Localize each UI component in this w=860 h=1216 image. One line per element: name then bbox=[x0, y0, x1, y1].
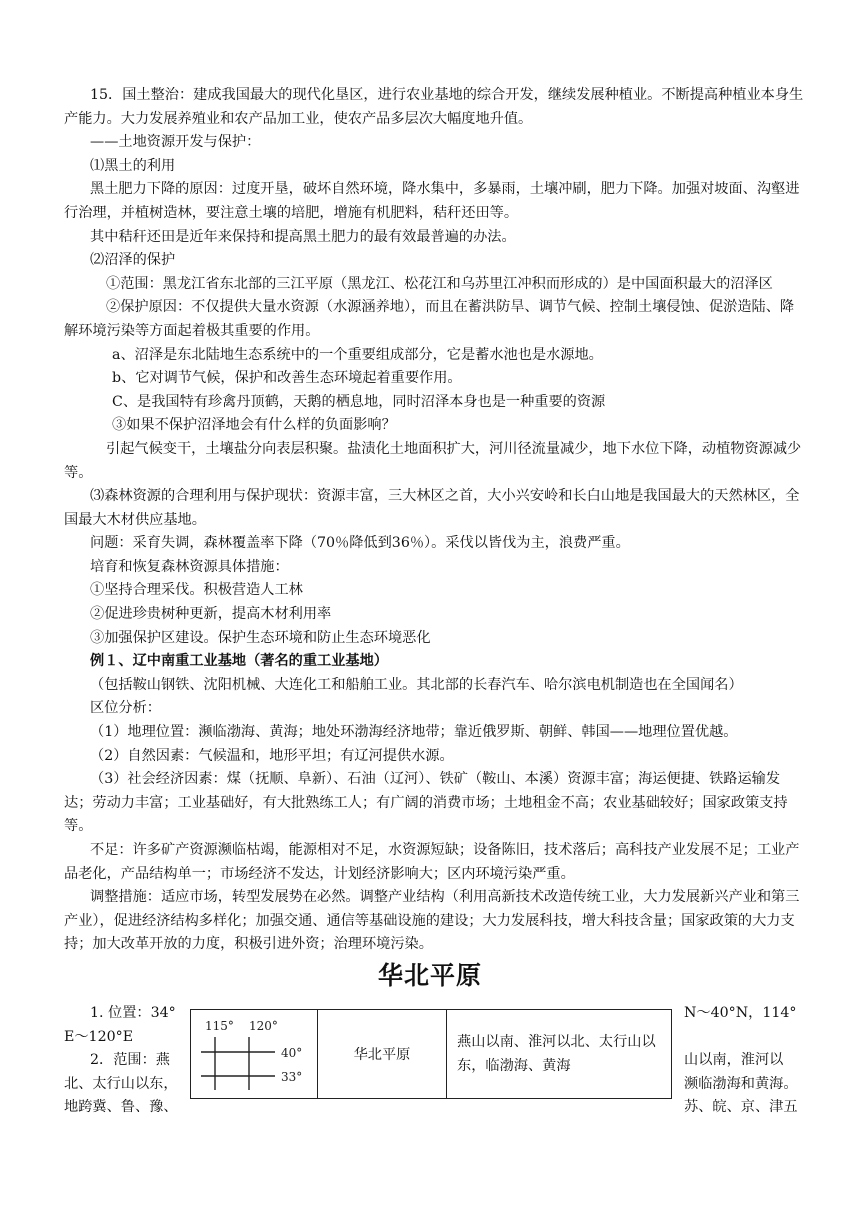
question-swamp-impact: ③如果不保护沼泽地会有什么样的负面影响？ bbox=[112, 417, 396, 434]
paragraph-forest-status: ⑶森林资源的合理利用与保护现状：资源丰富，三大林区之首，大小兴安岭和长白山地是我国最大的天然林区，全国最大木材供应基地。 bbox=[64, 488, 800, 528]
paragraph-swamp-reasons: ②保护原因：不仅提供大量水资源（水源涵养地），而且在蓄洪防旱、调节气候、控制土壤侵蚀、促淤造陆、降解环境污染等方面起着极其重要的作用。 bbox=[64, 299, 795, 339]
table-row bbox=[191, 1010, 672, 1099]
latitude-label-33: 33° bbox=[281, 1070, 303, 1084]
heading-black-soil: ⑴黑土的利用 bbox=[90, 157, 176, 174]
paragraph-adjustments: 调整措施：适应市场，转型发展势在必然。调整产业结构（利用高新技术改造传统工业，大力发展新兴产业和第三产业），促进经济结构多样化；加强交通、通信等基础设施的建设；大力发展科技，增大科技含量；国家政策的大力支持；加大改革开放的力度，积极引进外资；治理环境污染。 bbox=[64, 889, 800, 953]
list-item-measure-2: ②促进珍贵树种更新，提高木材利用率 bbox=[90, 606, 332, 623]
list-item-socioeconomic-factors: （3）社会经济因素：煤（抚顺、阜新）、石油（辽河）、铁矿（鞍山、本溪）资源丰富；海运便捷、铁路运输发达；劳动力丰富；工业基础好，有大批熟练工人；有广阔的消费市场；土地租金不高；农业基础较好；国家政策支持等。 bbox=[64, 771, 788, 835]
right-line-5: 苏、皖、京、津五 bbox=[684, 1099, 798, 1116]
left-line-5: 地跨冀、鲁、豫、 bbox=[64, 1099, 178, 1116]
left-line-2: E～120°E bbox=[64, 1028, 134, 1045]
left-line-1: 1. 位置：34° bbox=[90, 1005, 176, 1021]
list-item-measure-1: ①坚持合理采伐。积极营造人工林 bbox=[90, 582, 303, 599]
paragraph-black-soil-causes: 黑土肥力下降的原因：过度开垦，破坏自然环境，降水集中，多暴雨，土壤冲刷，肥力下降。加强对坡面、沟壑进行治理，并植树造林，要注意土壤的培肥，增施有机肥料，秸秆还田等。 bbox=[64, 181, 800, 221]
region-name-cell: 华北平原 bbox=[318, 1010, 447, 1099]
longitude-label-115: 115° bbox=[205, 1019, 234, 1033]
list-item-natural-factors: （2）自然因素：气候温和，地形平坦；有辽河提供水源。 bbox=[90, 747, 454, 764]
paragraph-location-analysis: 区位分析： bbox=[90, 700, 161, 717]
list-item-measure-3: ③加强保护区建设。保护生态环境和防止生态环境恶化 bbox=[90, 629, 431, 646]
paragraph-forest-measures-heading: 培育和恢复森林资源具体措施： bbox=[90, 558, 289, 575]
plain-info-table bbox=[190, 1009, 672, 1099]
latitude-label-40: 40° bbox=[281, 1046, 303, 1060]
paragraph-example-includes: （包括鞍山钢铁、沈阳机械、大连化工和船舶工业。其北部的长春汽车、哈尔滨电机制造也在全国闻名） bbox=[90, 676, 743, 693]
coordinate-grid-sketch bbox=[191, 1010, 317, 1098]
paragraph-swamp-range: ①范围：黑龙江省东北部的三江平原（黑龙江、松花江和乌苏里江冲积而形成的）是中国面积最大的沼泽区 bbox=[106, 275, 773, 292]
paragraph-forest-problems: 问题：采育失调，森林覆盖率下降（70％降低到36％）。采伐以皆伐为主，浪费严重。 bbox=[90, 535, 630, 552]
right-line-2 bbox=[684, 1026, 806, 1050]
right-line-3: 山以南，淮河以 bbox=[684, 1052, 784, 1069]
list-item-a: a、沼泽是东北陆地生态系统中的一个重要组成部分，它是蓄水池也是水源地。 bbox=[112, 346, 603, 363]
paragraph-swamp-impact: 引起气候变干，土壤盐分向表层积聚。盐渍化土地面积扩大，河川径流量减少，地下水位下降，动植物资源减少等。 bbox=[64, 440, 802, 481]
paragraph-straw-return: 其中秸秆还田是近年来保持和提高黑土肥力的最有效最普遍的办法。 bbox=[90, 228, 516, 245]
right-line-1: N～40°N，114° bbox=[684, 1005, 797, 1021]
left-line-4: 北、太行山以东， bbox=[64, 1075, 178, 1092]
right-column-text bbox=[684, 1002, 806, 1120]
right-line-4: 濒临渤海和黄海。 bbox=[684, 1075, 798, 1092]
heading-swamp-protection: ⑵沼泽的保护 bbox=[90, 252, 176, 269]
list-item-geographic-location: （1）地理位置：濒临渤海、黄海；地处环渤海经济地带；靠近俄罗斯、朝鲜、韩国——地理位置优越。 bbox=[90, 724, 738, 741]
paragraph-shortcomings: 不足：许多矿产资源濒临枯竭，能源相对不足，水资源短缺；设备陈旧，技术落后；高科技产业发展不足；工业产品老化，产品结构单一；市场经济不发达，计划经济影响大；区内环境污染严重。 bbox=[64, 842, 800, 882]
coordinate-sketch-cell bbox=[191, 1010, 318, 1099]
list-item-b: b、它对调节气候，保护和改善生态环境起着重要作用。 bbox=[112, 370, 462, 387]
paragraph-land-resources-heading: ——土地资源开发与保护： bbox=[90, 134, 261, 151]
longitude-label-120: 120° bbox=[249, 1019, 278, 1033]
example-heading: 例１、辽中南重工业基地（著名的重工业基地） bbox=[90, 653, 388, 670]
paragraph-land-management: 15．国土整治：建成我国最大的现代化垦区，进行农业基地的综合开发，继续发展种植业。不断提高种植业本身生产能力。大力发展养殖业和农产品加工业，使农产品多层次大幅度地升值。 bbox=[64, 87, 804, 127]
list-item-c: C、是我国特有珍禽丹顶鹤，天鹅的栖息地，同时沼泽本身也是一种重要的资源 bbox=[112, 393, 606, 410]
region-description-cell: 燕山以南、淮河以北、太行山以东，临渤海、黄海 bbox=[447, 1010, 672, 1099]
left-line-3: 2．范围：燕 bbox=[90, 1052, 170, 1069]
document-body bbox=[64, 84, 806, 957]
left-column-text bbox=[64, 1002, 182, 1120]
section-title: 华北平原 bbox=[377, 961, 482, 990]
